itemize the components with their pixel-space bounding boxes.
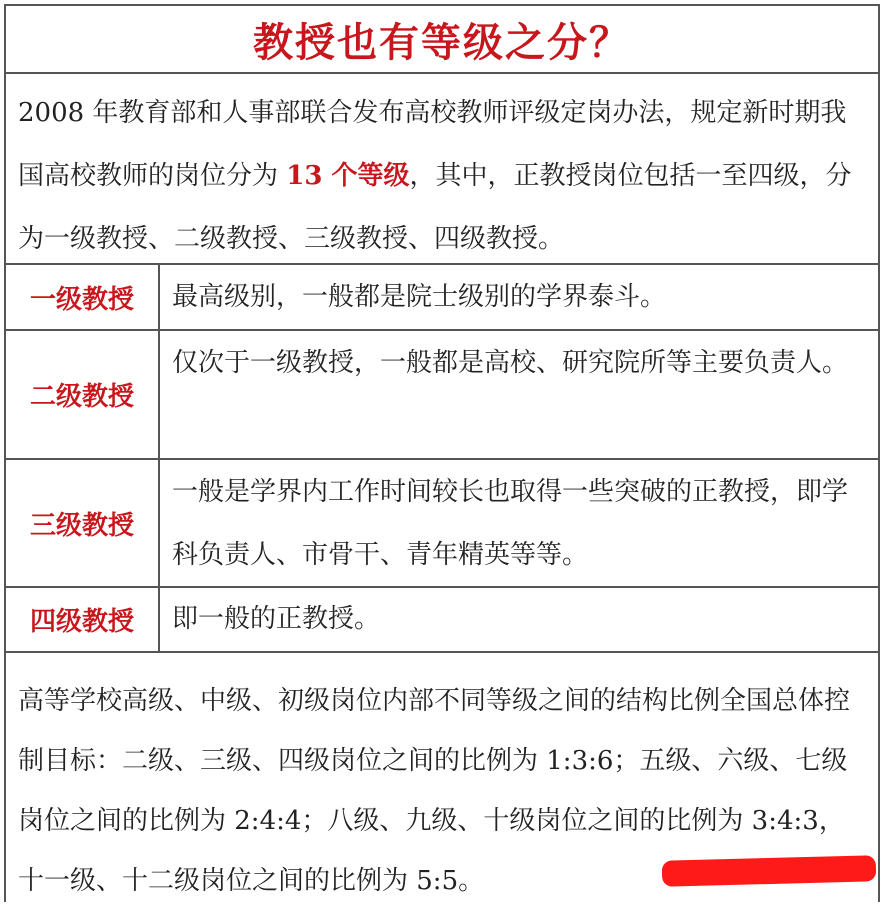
intro-highlight: 13 个等级 bbox=[286, 161, 410, 191]
grade-row-1 bbox=[6, 265, 878, 331]
intro-text-end: ，其中，正教授岗位包括一至四级，分为一级教授、二级教授、三级教授、四级教授。 bbox=[18, 161, 852, 254]
grade-name-4: 四级教授 bbox=[6, 588, 160, 651]
page-title: 教授也有等级之分？ bbox=[253, 18, 631, 66]
grade-desc-3: 一般是学界内工作时间较长也取得一些突破的正教授，即学科负责人、市骨干、青年精英等等。 bbox=[172, 477, 849, 570]
grade-row-4 bbox=[6, 588, 878, 653]
grade-row-3 bbox=[6, 460, 878, 588]
grade-row-2 bbox=[6, 331, 878, 460]
grade-desc-4: 即一般的正教授。 bbox=[172, 604, 381, 634]
grade-desc-1: 最高级别，一般都是院士级别的学界泰斗。 bbox=[172, 281, 667, 312]
grade-desc-2: 仅次于一级教授，一般都是高校、研究院所等主要负责人。 bbox=[172, 348, 849, 378]
info-table bbox=[4, 4, 880, 902]
outro-paragraph: 高等学校高级、中级、初级岗位内部不同等级之间的结构比例全国总体控制目标：二级、三级、四级岗位之间的比例为 1:3:6；五级、六级、七级岗位之间的比例为 2:4:4；八级、九级、十级岗位之间的比例为 3:4:3，十一级、十二级岗位之间的比例为 5:5。 bbox=[18, 686, 851, 896]
intro-paragraph bbox=[6, 74, 878, 265]
grade-name-1: 一级教授 bbox=[6, 265, 160, 329]
grade-name-3: 三级教授 bbox=[6, 460, 160, 586]
intro-text-start: 2008 年教育部和人事部联合发布高校教师评级定岗办法，规定新时期我国高校教师的岗位分为 bbox=[18, 98, 847, 191]
title-row bbox=[6, 6, 878, 74]
grade-name-2: 二级教授 bbox=[6, 331, 160, 458]
